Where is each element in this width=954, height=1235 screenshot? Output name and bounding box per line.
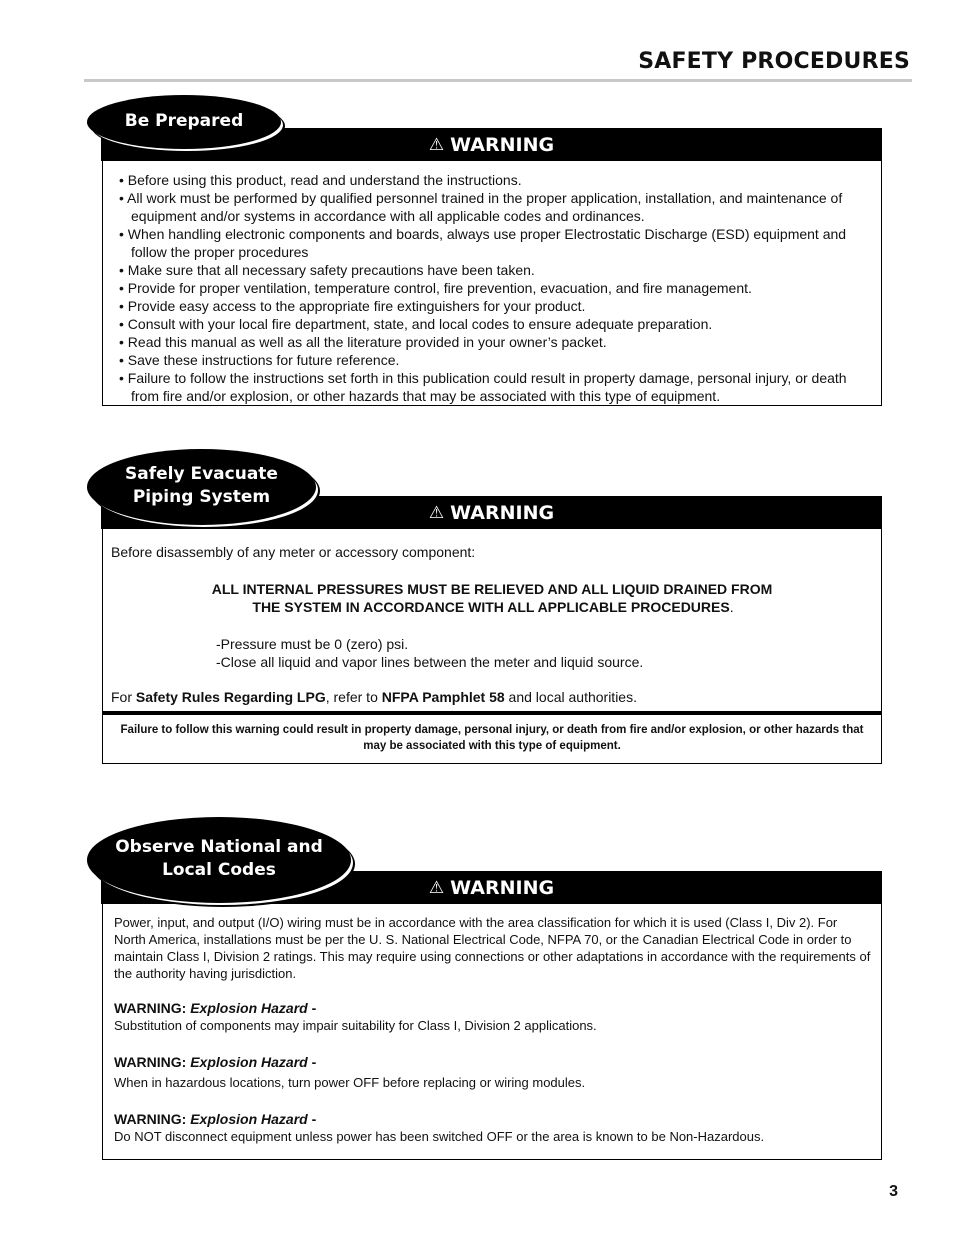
list-item: • Save these instructions for future reference.: [119, 352, 400, 368]
ref-nfpa-pamphlet: NFPA Pamphlet 58: [381, 689, 505, 705]
explosion-warning-label: [114, 1054, 871, 1071]
precautions-list: [103, 161, 881, 405]
be-prepared-box: [102, 160, 882, 406]
list-item: • Make sure that all necessary safety precautions have been taken.: [119, 262, 535, 278]
caps-period: .: [729, 599, 734, 615]
tag-line-1: Safely Evacuate: [125, 464, 278, 484]
explosion-warning-label: [114, 1000, 871, 1017]
list-item: • Failure to follow the instructions set forth in this publication could result in property damage, personal injury, or death from fire and/or explosion, or other hazards that may be associated with this type of equipment.: [119, 370, 847, 404]
list-item: -Pressure must be 0 (zero) psi.: [216, 636, 409, 652]
warning-label: WARNING: [450, 501, 555, 524]
intro-text: Power, input, and output (I/O) wiring must be in accordance with the area classification for which it is used (Class I, Div 2). For North America, installations must be per the U. S. National Electrical Code, NFPA 70, or the Canadian Electrical Code in order to maintain Class I, Division 2 ratings. This may require using connections or other adaptations in accordance with the requirements of the authority having jurisdiction.: [114, 915, 871, 981]
page-title: SAFETY PROCEDURES: [638, 49, 910, 74]
pressure-warning: [103, 580, 883, 616]
warning-triangle-icon: ⚠: [428, 502, 445, 523]
section-tag-label: [115, 836, 323, 882]
warning-dash: -: [307, 1111, 317, 1127]
section-tag-be-prepared: [87, 95, 281, 149]
section-tag-safely-evacuate: [87, 449, 316, 525]
hazard-name: Explosion Hazard: [190, 1054, 308, 1070]
explosion-warning-label: [114, 1111, 871, 1128]
caps-line-1: ALL INTERNAL PRESSURES MUST BE RELIEVED AND ALL LIQUID DRAINED FROM: [211, 581, 773, 597]
evacuate-box: [102, 528, 882, 764]
list-item: • Provide easy access to the appropriate fire extinguishers for your product.: [119, 298, 586, 314]
tag-line-1: Observe National and: [115, 837, 323, 857]
hazard-name: Explosion Hazard: [190, 1111, 308, 1127]
intro-text: Before disassembly of any meter or accessory component:: [111, 544, 476, 560]
caps-line-2: THE SYSTEM IN ACCORDANCE WITH ALL APPLICABLE PROCEDURES: [252, 599, 730, 615]
list-item: • All work must be performed by qualified personnel trained in the proper application, installation, and maintenance of equipment and/or systems in accordance with all applicable codes and ordinances.: [119, 190, 843, 224]
warning-label: WARNING: [450, 133, 555, 156]
tag-line-2: Local Codes: [162, 860, 276, 880]
divider: [102, 711, 882, 715]
warning-prefix: WARNING:: [114, 1111, 191, 1127]
warning-dash: -: [307, 1000, 317, 1016]
section-tag-national-codes: [87, 817, 351, 903]
warning-prefix: WARNING:: [114, 1000, 191, 1016]
section-tag-label: Be Prepared: [124, 110, 244, 131]
steps: [216, 635, 643, 671]
failure-note: Failure to follow this warning could result in property damage, personal injury, or death from fire and/or explosion, or other hazards that may be associated with this type of equipment.: [120, 724, 864, 752]
list-item: • Provide for proper ventilation, temperature control, fire prevention, evacuation, and fire management.: [119, 280, 752, 296]
ref-prefix: For: [111, 689, 136, 705]
reference-text: [111, 688, 637, 706]
explosion-warning-text: Do NOT disconnect equipment unless power has been switched OFF or the area is known to be Non-Hazardous.: [114, 1129, 765, 1144]
list-item: • Consult with your local fire department, state, and local codes to ensure adequate preparation.: [119, 316, 713, 332]
warning-label: WARNING: [450, 876, 555, 899]
section-tag-label: [125, 463, 278, 509]
list-item: • When handling electronic components and boards, always use proper Electrostatic Discharge (ESD) equipment and follow the proper procedures: [119, 226, 847, 260]
warning-prefix: WARNING:: [114, 1054, 191, 1070]
page-number: 3: [889, 1183, 898, 1200]
hazard-name: Explosion Hazard: [190, 1000, 308, 1016]
explosion-warning-text: When in hazardous locations, turn power OFF before replacing or wiring modules.: [114, 1075, 586, 1090]
warning-dash: -: [307, 1054, 317, 1070]
ref-lpg-rules: Safety Rules Regarding LPG: [135, 689, 326, 705]
list-item: • Before using this product, read and understand the instructions.: [119, 172, 522, 188]
codes-box: [102, 903, 882, 1160]
explosion-warning-text: Substitution of components may impair suitability for Class I, Division 2 applications.: [114, 1018, 597, 1033]
list-item: -Close all liquid and vapor lines between the meter and liquid source.: [216, 654, 644, 670]
tag-line-2: Piping System: [132, 487, 271, 507]
warning-triangle-icon: ⚠: [428, 134, 445, 155]
warning-triangle-icon: ⚠: [428, 877, 445, 898]
list-item: • Read this manual as well as all the literature provided in your owner’s packet.: [119, 334, 607, 350]
ref-suffix: and local authorities.: [504, 689, 637, 705]
page-header: [84, 48, 912, 82]
ref-mid: , refer to: [325, 689, 382, 705]
